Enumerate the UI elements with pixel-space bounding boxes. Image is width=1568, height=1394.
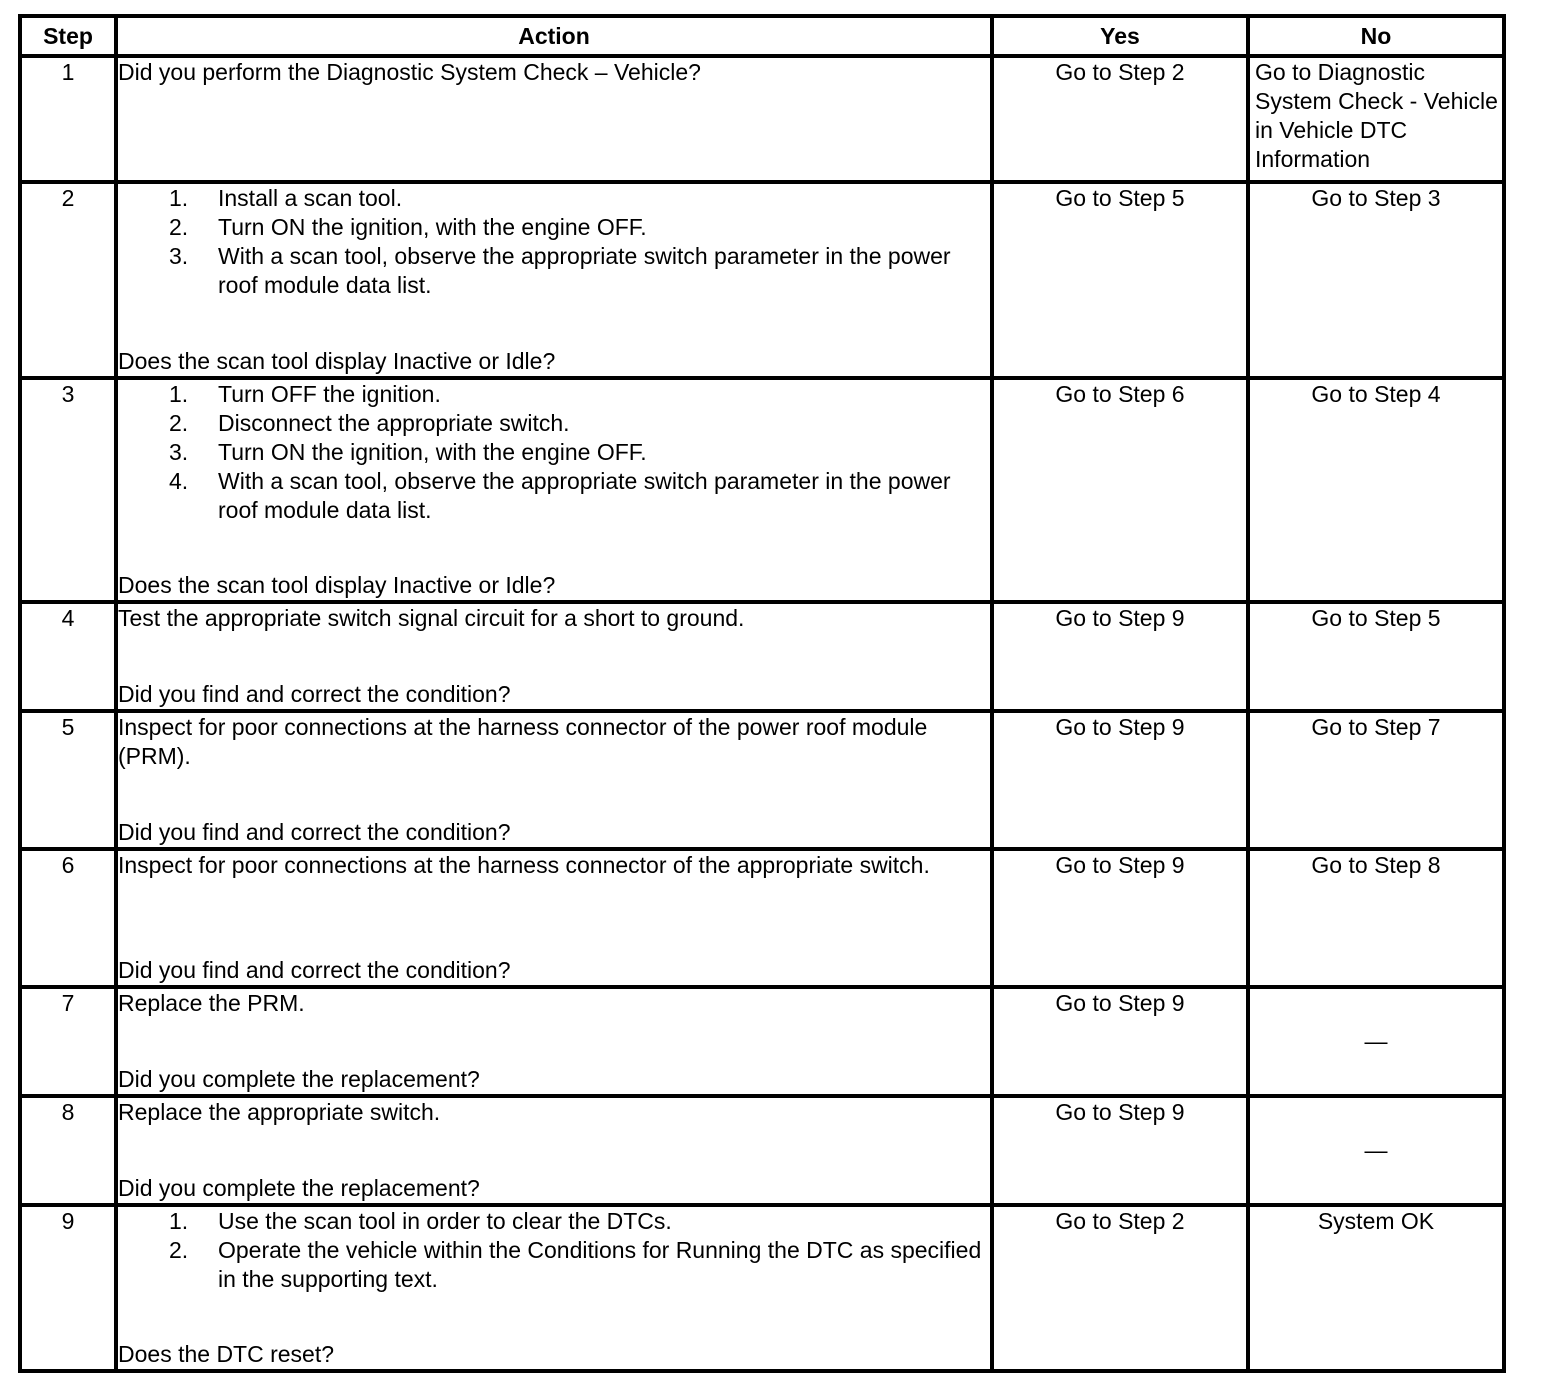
action-cell bbox=[116, 1096, 992, 1205]
list-item: 2. Disconnect the appropriate switch. bbox=[169, 410, 570, 436]
action-question: Did you find and correct the condition? bbox=[118, 957, 511, 983]
action-question: Did you find and correct the condition? bbox=[118, 681, 511, 707]
no-cell: Go to Step 3 bbox=[1248, 182, 1504, 378]
list-item: 1. Install a scan tool. bbox=[169, 185, 403, 211]
table-row bbox=[20, 849, 1504, 987]
action-cell bbox=[116, 378, 992, 602]
action-question: Does the DTC reset? bbox=[118, 1341, 335, 1367]
no-cell: Go to Step 8 bbox=[1248, 849, 1504, 987]
header-action: Action bbox=[116, 16, 992, 56]
table-row bbox=[20, 56, 1504, 182]
header-row bbox=[20, 16, 1504, 56]
yes-cell: Go to Step 9 bbox=[992, 1096, 1248, 1205]
action-text: Inspect for poor connections at the harness connector of the power roof module (PRM). bbox=[118, 714, 928, 769]
list-item: 3. Turn ON the ignition, with the engine OFF. bbox=[169, 439, 647, 465]
yes-cell: Go to Step 9 bbox=[992, 602, 1248, 711]
action-steps-list bbox=[118, 1207, 990, 1294]
action-question: Did you find and correct the condition? bbox=[118, 819, 511, 845]
yes-cell: Go to Step 6 bbox=[992, 378, 1248, 602]
table-row bbox=[20, 987, 1504, 1096]
header-no: No bbox=[1248, 16, 1504, 56]
table-row bbox=[20, 602, 1504, 711]
action-cell bbox=[116, 182, 992, 378]
list-item: 2. Operate the vehicle within the Conditions for Running the DTC as specified in the supporting text. bbox=[169, 1237, 982, 1292]
no-cell: — bbox=[1248, 987, 1504, 1096]
action-cell bbox=[116, 56, 992, 182]
action-cell bbox=[116, 711, 992, 849]
action-question: Does the scan tool display Inactive or Idle? bbox=[118, 572, 556, 598]
list-item: 1. Use the scan tool in order to clear the DTCs. bbox=[169, 1208, 672, 1234]
step-number: 3 bbox=[20, 378, 116, 602]
step-number: 1 bbox=[20, 56, 116, 182]
no-cell: System OK bbox=[1248, 1205, 1504, 1371]
action-steps-list bbox=[118, 184, 990, 300]
no-cell: — bbox=[1248, 1096, 1504, 1205]
action-question: Does the scan tool display Inactive or Idle? bbox=[118, 348, 556, 374]
action-text: Replace the appropriate switch. bbox=[118, 1099, 441, 1125]
action-steps-list bbox=[118, 380, 990, 525]
yes-cell: Go to Step 9 bbox=[992, 849, 1248, 987]
yes-cell: Go to Step 9 bbox=[992, 711, 1248, 849]
action-cell bbox=[116, 602, 992, 711]
yes-cell: Go to Step 9 bbox=[992, 987, 1248, 1096]
step-number: 4 bbox=[20, 602, 116, 711]
action-text: Replace the PRM. bbox=[118, 990, 305, 1016]
step-number: 6 bbox=[20, 849, 116, 987]
action-question: Did you complete the replacement? bbox=[118, 1175, 480, 1201]
list-item: 2. Turn ON the ignition, with the engine OFF. bbox=[169, 214, 647, 240]
step-number: 2 bbox=[20, 182, 116, 378]
action-text: Test the appropriate switch signal circuit for a short to ground. bbox=[118, 605, 745, 631]
action-question: Did you perform the Diagnostic System Check – Vehicle? bbox=[118, 59, 701, 85]
list-item: 4. With a scan tool, observe the appropriate switch parameter in the power roof module data list. bbox=[169, 468, 951, 523]
diagnostic-table bbox=[18, 14, 1506, 1373]
step-number: 5 bbox=[20, 711, 116, 849]
yes-cell: Go to Step 2 bbox=[992, 56, 1248, 182]
list-item: 1. Turn OFF the ignition. bbox=[169, 381, 441, 407]
step-number: 7 bbox=[20, 987, 116, 1096]
step-number: 9 bbox=[20, 1205, 116, 1371]
list-item: 3. With a scan tool, observe the appropriate switch parameter in the power roof module data list. bbox=[169, 243, 951, 298]
table-row bbox=[20, 1096, 1504, 1205]
diagnostic-table-container bbox=[18, 14, 1506, 1373]
action-cell bbox=[116, 849, 992, 987]
table-row bbox=[20, 378, 1504, 602]
header-yes: Yes bbox=[992, 16, 1248, 56]
action-cell bbox=[116, 987, 992, 1096]
action-text: Inspect for poor connections at the harness connector of the appropriate switch. bbox=[118, 852, 930, 878]
yes-cell: Go to Step 2 bbox=[992, 1205, 1248, 1371]
action-cell bbox=[116, 1205, 992, 1371]
no-cell: Go to Step 7 bbox=[1248, 711, 1504, 849]
table-row bbox=[20, 711, 1504, 849]
table-row bbox=[20, 182, 1504, 378]
no-cell: Go to Step 4 bbox=[1248, 378, 1504, 602]
no-cell: Go to Step 5 bbox=[1248, 602, 1504, 711]
step-number: 8 bbox=[20, 1096, 116, 1205]
yes-cell: Go to Step 5 bbox=[992, 182, 1248, 378]
no-cell: Go to Diagnostic System Check - Vehicle in Vehicle DTC Information bbox=[1248, 56, 1504, 182]
table-row bbox=[20, 1205, 1504, 1371]
header-step: Step bbox=[20, 16, 116, 56]
action-question: Did you complete the replacement? bbox=[118, 1066, 480, 1092]
